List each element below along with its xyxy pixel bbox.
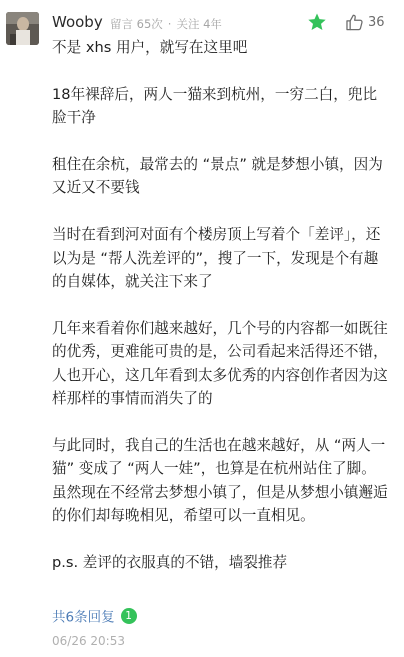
comment-body — [52, 36, 388, 574]
avatar[interactable] — [6, 12, 39, 45]
meta-separator: · — [167, 17, 172, 31]
comment-paragraph: 18年裸辞后，两人一猫来到杭州，一穷二白，兜比脸干净 — [52, 85, 378, 127]
replies-label: 共6条回复 — [52, 609, 115, 626]
avatar-image — [6, 12, 39, 45]
message-count: 留言 65次 — [110, 17, 163, 31]
comment-paragraph: 几年来看着你们越来越好，几个号的内容都一如既往的优秀，更难能可贵的是，公司看起来活得还不错，人也开心，这几年看到太多优秀的内容创作者因为这样那样的事情而消失了的 — [52, 319, 388, 408]
comment-paragraph: p.s. 差评的衣服真的不错，墙裂推荐 — [52, 553, 288, 571]
username[interactable]: Wooby — [52, 13, 103, 31]
thumbs-up-icon — [345, 13, 364, 32]
comment-paragraph: 不是 xhs 用户，就写在这里吧 — [52, 39, 248, 56]
like-count: 36 — [368, 15, 385, 30]
new-reply-badge: 1 — [121, 608, 137, 624]
comment-paragraph: 租住在余杭，最常去的 “景点” 就是梦想小镇，因为又近又不要钱 — [52, 156, 383, 197]
user-meta — [110, 16, 222, 32]
follow-duration: 关注 4年 — [176, 17, 222, 31]
star-icon[interactable] — [307, 12, 327, 32]
comment-paragraph: 与此同时，我自己的生活也在越来越好，从 “两人一猫” 变成了 “两人一娃”，也算是在杭州站住了脚。虽然现在不经常去梦想小镇了，但是从梦想小镇邂逅的你们却每晚相见，希望可以一直相见。 — [52, 436, 388, 525]
timestamp: 06/26 20:53 — [52, 634, 125, 648]
comment-header — [52, 11, 392, 35]
view-replies-link[interactable] — [52, 605, 137, 625]
comment-paragraph: 当时在看到河对面有个楼房顶上写着个「差评」，还以为是 “帮人洗差评的”，搜了一下，发现是个有趣的自媒体，就关注下来了 — [52, 226, 381, 291]
